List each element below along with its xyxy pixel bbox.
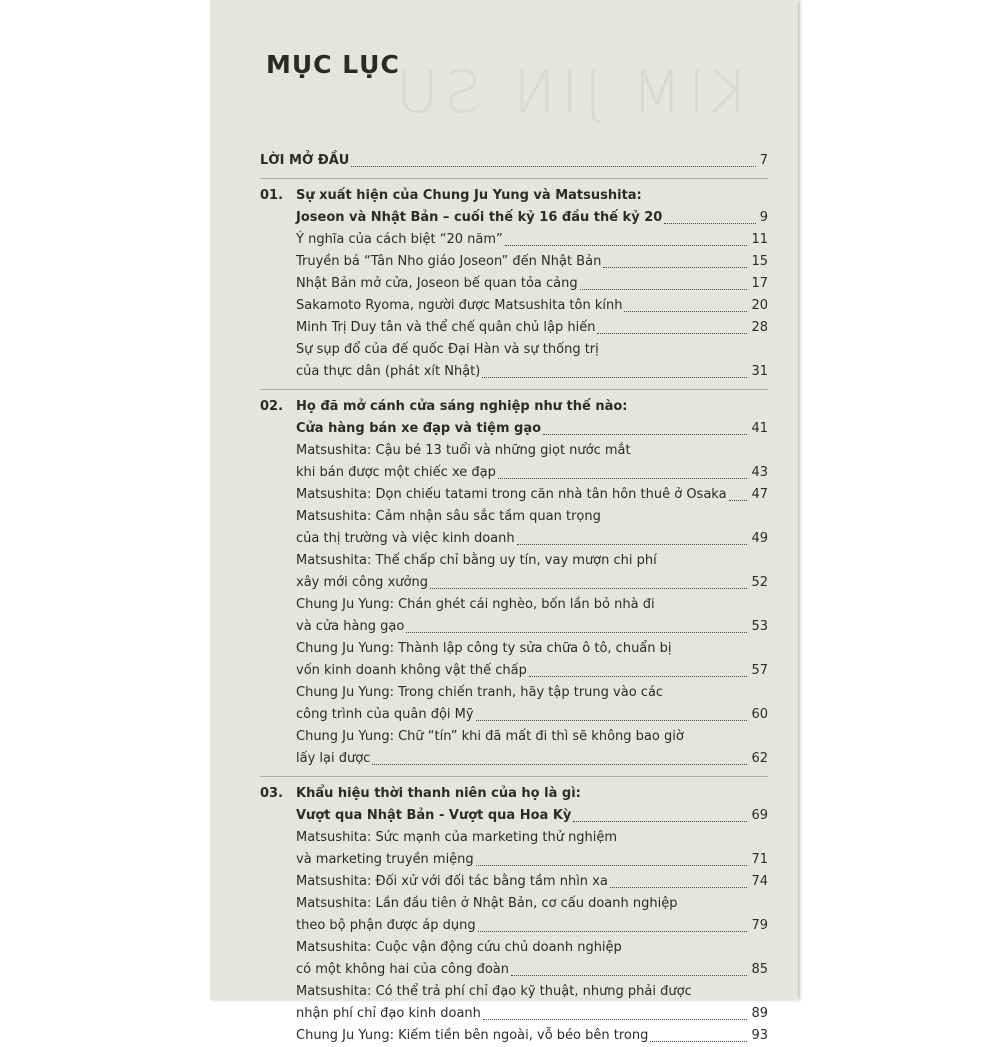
leader-dots (603, 267, 747, 268)
toc-entry-label: Sự xuất hiện của Chung Ju Yung và Matsushita: (296, 188, 642, 203)
toc-entry-label: Cửa hàng bán xe đạp và tiệm gạo (296, 421, 542, 436)
leader-dots (406, 632, 747, 633)
toc-entry[interactable] (260, 981, 768, 1003)
toc-entry-label: Ý nghĩa của cách biệt “20 năm” (296, 232, 503, 247)
toc-entry[interactable] (260, 805, 768, 827)
toc-page-number: 47 (751, 487, 768, 502)
leader-dots (664, 223, 756, 224)
toc-entry-label: Matsushita: Có thể trả phí chỉ đạo kỹ thuật, nhưng phải được (296, 984, 692, 999)
toc-entry-label: Chung Ju Yung: Trong chiến tranh, hãy tập trung vào các (296, 685, 664, 700)
toc-entry-label: Matsushita: Cảm nhận sâu sắc tầm quan trọng (296, 509, 601, 524)
leader-dots (505, 245, 747, 246)
toc-entry-label: có một không hai của công đoàn (296, 962, 509, 977)
toc-entry-label: Matsushita: Thế chấp chỉ bằng uy tín, vay mượn chi phí (296, 553, 657, 568)
divider (260, 178, 768, 179)
toc-page-number: 49 (751, 531, 768, 546)
toc-entry[interactable] (260, 506, 768, 528)
toc-entry[interactable] (260, 1003, 768, 1025)
toc-page-number: 62 (751, 751, 768, 766)
chapter-number: 02. (260, 399, 284, 414)
divider (260, 389, 768, 390)
toc-page-number: 89 (751, 1006, 768, 1021)
toc-entry[interactable] (260, 638, 768, 660)
toc-entry-label: Minh Trị Duy tân và thể chế quân chủ lập hiến (296, 320, 596, 335)
toc-entry[interactable] (260, 849, 768, 871)
toc-entry[interactable] (260, 1025, 768, 1047)
toc-entry-label: Sakamoto Ryoma, người được Matsushita tôn kính (296, 298, 623, 313)
toc-entry-label: Joseon và Nhật Bản – cuối thế kỷ 16 đầu thế kỷ 20 (296, 210, 663, 225)
leader-dots (498, 478, 747, 479)
divider (260, 776, 768, 777)
toc-page-number: 85 (751, 962, 768, 977)
toc-entry[interactable] (260, 484, 768, 506)
leader-dots (597, 333, 747, 334)
toc-entry-label: xây mới công xưởng (296, 575, 428, 590)
chapter-number: 03. (260, 786, 284, 801)
toc-page-number: 41 (751, 421, 768, 436)
toc-entry[interactable] (260, 229, 768, 251)
toc-page-number: 74 (751, 874, 768, 889)
leader-dots (351, 166, 756, 167)
toc-entry-label: nhận phí chỉ đạo kinh doanh (296, 1006, 481, 1021)
toc-page-number: 53 (751, 619, 768, 634)
toc-page-number: 7 (759, 153, 768, 168)
leader-dots (476, 865, 747, 866)
chapter-number: 01. (260, 188, 284, 203)
toc-entry-label: công trình của quân đội Mỹ (296, 707, 474, 722)
toc-page-number: 60 (751, 707, 768, 722)
toc-entry-label: của thực dân (phát xít Nhật) (296, 364, 481, 379)
author-watermark: KIM JIN SU (390, 58, 749, 126)
toc-entry[interactable] (260, 915, 768, 937)
chapter-heading[interactable] (260, 185, 768, 207)
toc-entry[interactable] (260, 550, 768, 572)
toc-page-number: 28 (751, 320, 768, 335)
toc-entry[interactable] (260, 893, 768, 915)
toc-entry-label: LỜI MỞ ĐẦU (260, 153, 350, 168)
toc-entry[interactable] (260, 572, 768, 594)
toc-page-number: 15 (751, 254, 768, 269)
leader-dots (543, 434, 747, 435)
toc-page-number: 11 (751, 232, 768, 247)
toc-page-number: 43 (751, 465, 768, 480)
toc-entry[interactable] (260, 594, 768, 616)
toc-entry[interactable] (260, 273, 768, 295)
toc-entry[interactable] (260, 871, 768, 893)
toc-entry[interactable] (260, 660, 768, 682)
toc-entry-label: Chung Ju Yung: Chán ghét cái nghèo, bốn lần bỏ nhà đi (296, 597, 655, 612)
toc-page-number: 20 (751, 298, 768, 313)
leader-dots (372, 764, 747, 765)
leader-dots (729, 500, 747, 501)
leader-dots (517, 544, 747, 545)
toc-page-number: 71 (751, 852, 768, 867)
toc-page-number: 17 (751, 276, 768, 291)
toc-entry[interactable] (260, 339, 768, 361)
toc-entry-label: Matsushita: Lần đầu tiên ở Nhật Bản, cơ cấu doanh nghiệp (296, 896, 678, 911)
toc-entry[interactable] (260, 726, 768, 748)
leader-dots (624, 311, 747, 312)
toc-entry-label: Chung Ju Yung: Kiếm tiền bên ngoài, vỗ béo bên trong (296, 1028, 649, 1043)
toc-page-number: 69 (751, 808, 768, 823)
toc-entry[interactable] (260, 418, 768, 440)
toc-entry-label: Matsushita: Dọn chiếu tatami trong căn nhà tân hôn thuê ở Osaka (296, 487, 727, 502)
leader-dots (478, 931, 747, 932)
toc-page-number: 93 (751, 1028, 768, 1043)
toc-entry[interactable] (260, 317, 768, 339)
leader-dots (573, 821, 747, 822)
toc-entry[interactable] (260, 361, 768, 383)
toc-entry-intro[interactable] (260, 150, 768, 172)
toc-entry[interactable] (260, 616, 768, 638)
toc-entry[interactable] (260, 207, 768, 229)
toc-entry-label: Truyền bá “Tân Nho giáo Joseon” đến Nhật Bản (296, 254, 602, 269)
toc-entry-label: của thị trường và việc kinh doanh (296, 531, 515, 546)
leader-dots (483, 1019, 747, 1020)
toc-entry-label: Chung Ju Yung: Chữ “tín” khi đã mất đi thì sẽ không bao giờ (296, 729, 684, 744)
table-of-contents (260, 150, 768, 1047)
leader-dots (610, 887, 747, 888)
leader-dots (482, 377, 747, 378)
chapter-list (260, 185, 768, 1047)
toc-entry-label: Nhật Bản mở cửa, Joseon bế quan tỏa cảng (296, 276, 578, 291)
toc-entry-label: Matsushita: Sức mạnh của marketing thử nghiệm (296, 830, 618, 845)
toc-page-number: 31 (751, 364, 768, 379)
toc-entry[interactable] (260, 704, 768, 726)
toc-entry[interactable] (260, 682, 768, 704)
leader-dots (650, 1041, 747, 1042)
toc-entry[interactable] (260, 528, 768, 550)
toc-entry[interactable] (260, 251, 768, 273)
book-page (210, 0, 798, 1043)
toc-entry[interactable] (260, 959, 768, 981)
toc-page-number: 79 (751, 918, 768, 933)
leader-dots (476, 720, 747, 721)
leader-dots (511, 975, 747, 976)
toc-entry-label: và marketing truyền miệng (296, 852, 474, 867)
toc-entry-label: Matsushita: Cuộc vận động cứu chủ doanh nghiệp (296, 940, 622, 955)
toc-entry[interactable] (260, 440, 768, 462)
chapter-heading[interactable] (260, 396, 768, 418)
toc-entry-label: Họ đã mở cánh cửa sáng nghiệp như thế nào: (296, 399, 628, 414)
toc-entry-label: Sự sụp đổ của đế quốc Đại Hàn và sự thống trị (296, 342, 599, 357)
toc-page-number: 52 (751, 575, 768, 590)
toc-page-number: 9 (759, 210, 768, 225)
toc-entry[interactable] (260, 748, 768, 770)
toc-entry[interactable] (260, 827, 768, 849)
toc-entry-label: Vượt qua Nhật Bản - Vượt qua Hoa Kỳ (296, 808, 572, 823)
toc-entry-label: vốn kinh doanh không vật thế chấp (296, 663, 527, 678)
leader-dots (430, 588, 747, 589)
toc-entry-label: Chung Ju Yung: Thành lập công ty sửa chữa ô tô, chuẩn bị (296, 641, 672, 656)
toc-entry-label: theo bộ phận được áp dụng (296, 918, 476, 933)
toc-entry-label: và cửa hàng gạo (296, 619, 405, 634)
toc-entry-label: khi bán được một chiếc xe đạp (296, 465, 496, 480)
toc-entry[interactable] (260, 295, 768, 317)
leader-dots (580, 289, 747, 290)
toc-entry-label: Khẩu hiệu thời thanh niên của họ là gì: (296, 786, 581, 801)
toc-entry[interactable] (260, 937, 768, 959)
chapter-heading[interactable] (260, 783, 768, 805)
toc-page-number: 57 (751, 663, 768, 678)
toc-entry-label: Matsushita: Đối xử với đối tác bằng tầm nhìn xa (296, 874, 608, 889)
leader-dots (529, 676, 747, 677)
toc-entry[interactable] (260, 462, 768, 484)
toc-entry-label: Matsushita: Cậu bé 13 tuổi và những giọt nước mắt (296, 443, 631, 458)
page-title: MỤC LỤC (266, 50, 400, 79)
toc-entry-label: lấy lại được (296, 751, 371, 766)
